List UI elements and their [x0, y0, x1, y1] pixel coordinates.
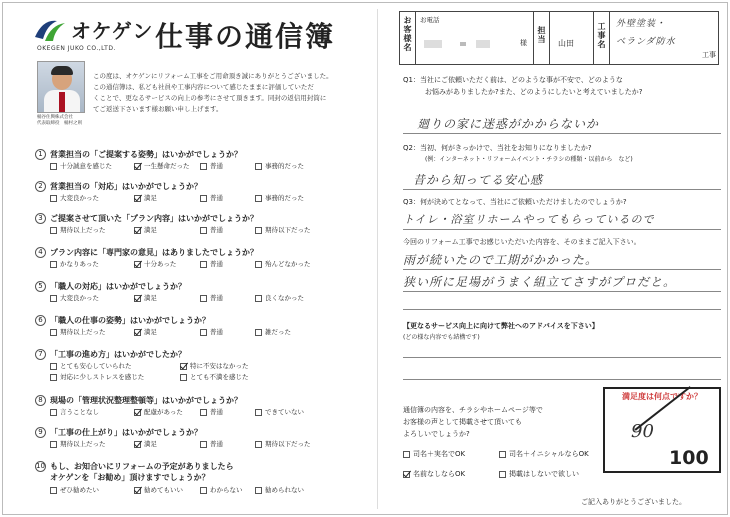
checkbox-icon[interactable]: [255, 261, 262, 268]
checkbox-icon[interactable]: [50, 261, 57, 268]
question-title: 営業担当の「ご提案する姿勢」はいかがでしょうか？: [50, 150, 242, 159]
checkbox-icon[interactable]: [50, 409, 57, 416]
option-label: 普通: [210, 260, 223, 268]
answer-option[interactable]: [255, 440, 311, 449]
checkbox-icon[interactable]: [50, 374, 57, 381]
photo-caption: [37, 115, 82, 127]
question-number: 9: [35, 427, 46, 438]
option-label: 勧められない: [265, 486, 304, 494]
option-label: 満足: [144, 328, 157, 336]
checkbox-icon[interactable]: [200, 261, 207, 268]
option-label: 普通: [210, 194, 223, 202]
publish-question-3: よろしいでしょうか?: [403, 430, 470, 438]
company-caption: 桶谷住興株式会社: [37, 115, 73, 120]
answer-option[interactable]: [180, 362, 249, 371]
answer-option[interactable]: [255, 260, 311, 269]
option-label: 期待以上だった: [60, 226, 106, 234]
q2-text: Q2：当初、何がきっかけで、当社をお知りになりましたか?: [403, 144, 592, 152]
impression-prompt: 今回のリフォーム工事でお感じいただいた内容を、そのままご記入下さい。: [403, 238, 641, 246]
answer-line: [403, 133, 721, 134]
page-divider: [377, 9, 378, 509]
question-number: 8: [35, 395, 46, 406]
question-title: もし、お知合いにリフォームの予定がありましたら: [50, 462, 234, 471]
satisfaction-score-box: [603, 387, 721, 473]
answer-option[interactable]: [134, 162, 190, 171]
customer-suffix: 様: [520, 39, 527, 47]
answer-option[interactable]: [50, 194, 99, 203]
question-number: 4: [35, 247, 46, 258]
answer-option[interactable]: [255, 486, 304, 495]
answer-option[interactable]: [50, 162, 112, 171]
redacted-block: [424, 40, 442, 48]
question-number: 7: [35, 349, 46, 360]
checkbox-checked-icon[interactable]: [134, 295, 141, 302]
q2-answer[interactable]: 昔から知ってる安心感: [413, 173, 544, 187]
option-label: 期待以上だった: [60, 328, 106, 336]
answer-option[interactable]: [255, 162, 304, 171]
intro-line: くことで、更なるサービスの向上の参考にさせて頂きます。同封の返信用封筒に: [93, 94, 327, 102]
consent-label: 司名＋実名でOK: [413, 450, 466, 458]
option-label: 殆んどなかった: [265, 260, 311, 268]
customer-name-cell: [416, 12, 534, 64]
intro-line: この度は、オケゲンにリフォーム工事をご用命頂き誠にありがとうございました。: [93, 72, 333, 80]
option-label: 満足: [144, 226, 157, 234]
q1-answer[interactable]: 廻りの家に迷惑がかからないか: [417, 117, 600, 131]
checkbox-checked-icon[interactable]: [134, 487, 141, 494]
answer-option[interactable]: [50, 440, 106, 449]
answer-option[interactable]: [134, 408, 183, 417]
answer-option[interactable]: [50, 408, 99, 417]
customer-header: [399, 11, 719, 65]
consent-label: 掲載はしないで欲しい: [509, 470, 579, 478]
option-label: 普通: [210, 162, 223, 170]
advice-prompt: 【更なるサービス向上に向けて弊社へのアドバイスを下さい】: [403, 322, 599, 330]
answer-option[interactable]: [50, 362, 132, 371]
work-value-line1: 外壁塗装・: [616, 19, 667, 29]
answer-option[interactable]: [255, 226, 311, 235]
customer-label: お客様名: [403, 16, 412, 52]
answer-option[interactable]: [134, 294, 157, 303]
answer-option[interactable]: [134, 260, 176, 269]
consent-label: 司名＋イニシャルならOK: [509, 450, 589, 458]
checkbox-icon[interactable]: [200, 329, 207, 336]
answer-option[interactable]: [50, 294, 99, 303]
answer-option[interactable]: [50, 226, 106, 235]
checkbox-checked-icon[interactable]: [134, 195, 141, 202]
president-photo: [37, 61, 85, 113]
work-suffix: 工事: [702, 51, 716, 59]
checkbox-icon[interactable]: [499, 471, 506, 478]
question-title-cont: オケゲンを「お勧め」頂けますでしょうか？: [50, 473, 210, 482]
intro-text: [93, 71, 363, 115]
rep-value: 山田: [558, 39, 574, 48]
logo-text: オケゲン: [71, 19, 154, 43]
rep-label: 担当: [537, 26, 546, 44]
option-label: 一生懸命だった: [144, 162, 190, 170]
option-label: 期待以上だった: [60, 440, 106, 448]
intro-line: この通信簿は、私ども社員や工事内容について感じたままに評価していただ: [93, 83, 314, 91]
option-label: とても安心していられた: [60, 362, 132, 370]
checkbox-icon[interactable]: [200, 409, 207, 416]
option-label: 普通: [210, 328, 223, 336]
question-number: 2: [35, 181, 46, 192]
option-label: 配慮があった: [144, 408, 183, 416]
answer-option[interactable]: [200, 294, 223, 303]
question-title: 現場の「管理状況整理整頓等」はいかがでしょうか？: [50, 396, 242, 405]
company-logo: [33, 15, 153, 44]
checkbox-checked-icon[interactable]: [134, 163, 141, 170]
answer-option[interactable]: [134, 440, 157, 449]
option-label: 雑だった: [265, 328, 291, 336]
right-page: [381, 3, 729, 516]
checkbox-icon[interactable]: [255, 329, 262, 336]
answer-option[interactable]: [200, 226, 223, 235]
option-label: 期待以下だった: [265, 226, 311, 234]
impression-answer-1[interactable]: 雨が続いたので工期がかかった。: [403, 253, 599, 267]
answer-line: [403, 379, 721, 380]
redacted-block: [460, 42, 466, 46]
checkbox-icon[interactable]: [499, 451, 506, 458]
question-title: 「工事の仕上がり」はいかがでしょうか？: [50, 428, 202, 437]
answer-line: [403, 189, 721, 190]
logo-mark-icon: [33, 17, 67, 43]
checkbox-icon[interactable]: [50, 487, 57, 494]
checkbox-icon[interactable]: [50, 363, 57, 370]
checkbox-checked-icon[interactable]: [134, 409, 141, 416]
option-label: 言うことなし: [60, 408, 99, 416]
publish-question-2: お客様の声として掲載させて頂いても: [403, 418, 522, 426]
option-label: わからない: [210, 486, 243, 494]
q1-text: Q1：当社にご依頼いただく前は、どのような事が不安で、どのような: [403, 76, 623, 84]
question-number: 10: [36, 462, 45, 470]
answer-option[interactable]: [200, 486, 243, 495]
checkbox-icon[interactable]: [255, 487, 262, 494]
checkbox-icon[interactable]: [255, 409, 262, 416]
answer-option[interactable]: [200, 260, 223, 269]
checkbox-icon[interactable]: [50, 163, 57, 170]
page-title: 仕事の通信簿: [155, 20, 336, 53]
answer-option[interactable]: [50, 328, 106, 337]
redacted-block: [476, 40, 490, 48]
phone-label: お電話: [420, 16, 440, 24]
advice-note: (どの様な内容でも結構です): [403, 334, 480, 341]
checkbox-checked-icon[interactable]: [134, 329, 141, 336]
question-number: 5: [35, 281, 46, 292]
question-number: 1: [35, 149, 46, 160]
checkbox-icon[interactable]: [255, 441, 262, 448]
answer-option[interactable]: [200, 440, 223, 449]
question-title: 「職人の対応」はいかがでしょうか？: [50, 282, 186, 291]
checkbox-checked-icon[interactable]: [403, 471, 410, 478]
option-label: とても不満を感じた: [190, 373, 249, 381]
answer-line: [403, 357, 721, 358]
option-label: 期待以下だった: [265, 440, 311, 448]
president-caption: 代表取締役 桶村之則: [37, 121, 82, 126]
option-label: 特に不安はなかった: [190, 362, 249, 370]
option-label: 満足: [144, 294, 157, 302]
checkbox-icon[interactable]: [200, 227, 207, 234]
consent-option[interactable]: [499, 449, 589, 459]
answer-line: [403, 291, 721, 292]
checkbox-checked-icon[interactable]: [134, 441, 141, 448]
score-max: 100: [669, 447, 709, 469]
customer-label-cell: [400, 12, 416, 64]
option-label: 良くなかった: [265, 294, 304, 302]
question-title: 「工事の進め方」はいかがでしたか？: [50, 350, 186, 359]
answer-option[interactable]: [255, 194, 304, 203]
option-label: 十分誠意を感じた: [60, 162, 112, 170]
checkbox-icon[interactable]: [255, 195, 262, 202]
checkbox-icon[interactable]: [200, 487, 207, 494]
answer-option[interactable]: [134, 486, 183, 495]
answer-option[interactable]: [180, 373, 249, 382]
option-label: 大変良かった: [60, 194, 99, 202]
checkbox-icon[interactable]: [200, 295, 207, 302]
answer-option[interactable]: [134, 328, 157, 337]
answer-line: [403, 269, 721, 270]
option-label: 普通: [210, 226, 223, 234]
checkbox-icon[interactable]: [255, 295, 262, 302]
question-title: プラン内容に「専門家の意見」はありましたでしょうか？: [50, 248, 258, 257]
option-label: 大変良かった: [60, 294, 99, 302]
checkbox-icon[interactable]: [200, 195, 207, 202]
option-label: 普通: [210, 408, 223, 416]
question-title: ご提案させて頂いた「プラン内容」はいかがでしょうか？: [50, 214, 258, 223]
thanks-text: ご記入ありがとうございました。: [581, 498, 686, 506]
checkbox-icon[interactable]: [180, 374, 187, 381]
q3-answer[interactable]: トイレ・浴室リホームやってもらっているので: [403, 213, 655, 226]
work-value-cell: [610, 12, 720, 64]
checkbox-icon[interactable]: [50, 227, 57, 234]
publish-question: 通信簿の内容を、チラシやホームページ等で: [403, 406, 543, 414]
answer-option[interactable]: [50, 486, 99, 495]
option-label: 満足: [144, 440, 157, 448]
checkbox-icon[interactable]: [403, 451, 410, 458]
checkbox-icon[interactable]: [50, 195, 57, 202]
option-label: 十分あった: [144, 260, 177, 268]
answer-option[interactable]: [200, 408, 223, 417]
option-label: 対応に少しストレスを感じた: [60, 373, 145, 381]
rep-label-cell: [534, 12, 550, 64]
answer-option[interactable]: [200, 328, 223, 337]
consent-option[interactable]: [499, 469, 579, 479]
checkbox-icon[interactable]: [200, 163, 207, 170]
answer-option[interactable]: [50, 260, 99, 269]
consent-option[interactable]: [403, 449, 465, 459]
answer-option[interactable]: [200, 194, 223, 203]
question-title: 「職人の仕事の姿勢」はいかがでしょうか？: [50, 316, 210, 325]
checkbox-icon[interactable]: [255, 227, 262, 234]
checkbox-icon[interactable]: [50, 329, 57, 336]
checkbox-checked-icon[interactable]: [134, 261, 141, 268]
logo-subtitle: OKEGEN JUKO CO.,LTD.: [37, 45, 116, 52]
left-page: [3, 3, 375, 516]
checkbox-icon[interactable]: [255, 163, 262, 170]
option-label: 事務的だった: [265, 194, 304, 202]
q2-example: (例：インターネット・リフォームイベント・チラシの種類・以前から など): [425, 156, 633, 163]
score-value[interactable]: 90: [631, 421, 654, 442]
checkbox-checked-icon[interactable]: [180, 363, 187, 370]
rep-value-cell: [550, 12, 594, 64]
q3-text: Q3：何が決めてとなって、当社にご依頼いただけましたのでしょうか?: [403, 198, 627, 206]
impression-answer-2[interactable]: 狭い所に足場がうまく組立てさすがプロだと。: [403, 275, 677, 289]
question-title: 営業担当の「対応」はいかがでしょうか？: [50, 182, 202, 191]
answer-option[interactable]: [255, 408, 304, 417]
answer-line: [403, 229, 721, 230]
work-label-cell: [594, 12, 610, 64]
checkbox-icon[interactable]: [200, 441, 207, 448]
consent-label: 名前なしならOK: [413, 470, 466, 478]
intro-line: てご返送下さいます様お願い申し上げます。: [93, 105, 223, 113]
option-label: 事務的だった: [265, 162, 304, 170]
answer-option[interactable]: [255, 328, 291, 337]
checkbox-icon[interactable]: [50, 295, 57, 302]
answer-option[interactable]: [200, 162, 223, 171]
survey-sheet: [2, 2, 728, 515]
option-label: 普通: [210, 440, 223, 448]
option-label: かなりあった: [60, 260, 99, 268]
question-number: 3: [35, 213, 46, 224]
option-label: 普通: [210, 294, 223, 302]
score-title: 満足度は何点ですか？: [622, 392, 702, 401]
answer-option[interactable]: [134, 226, 157, 235]
option-label: 満足: [144, 194, 157, 202]
work-value-line2: ベランダ防水: [616, 37, 676, 47]
work-label: 工事名: [597, 22, 606, 49]
option-label: 勧めてもいい: [144, 486, 183, 494]
answer-option[interactable]: [255, 294, 304, 303]
option-label: ぜひ勧めたい: [60, 486, 99, 494]
answer-line: [403, 309, 721, 310]
option-label: できていない: [265, 408, 304, 416]
checkbox-icon[interactable]: [50, 441, 57, 448]
question-number: 6: [35, 315, 46, 326]
q1-text-cont: お悩みがありましたか?また、どのようにしたいと考えていましたか?: [425, 88, 643, 96]
answer-option[interactable]: [50, 373, 144, 382]
answer-option[interactable]: [134, 194, 157, 203]
checkbox-checked-icon[interactable]: [134, 227, 141, 234]
consent-option[interactable]: [403, 469, 465, 479]
